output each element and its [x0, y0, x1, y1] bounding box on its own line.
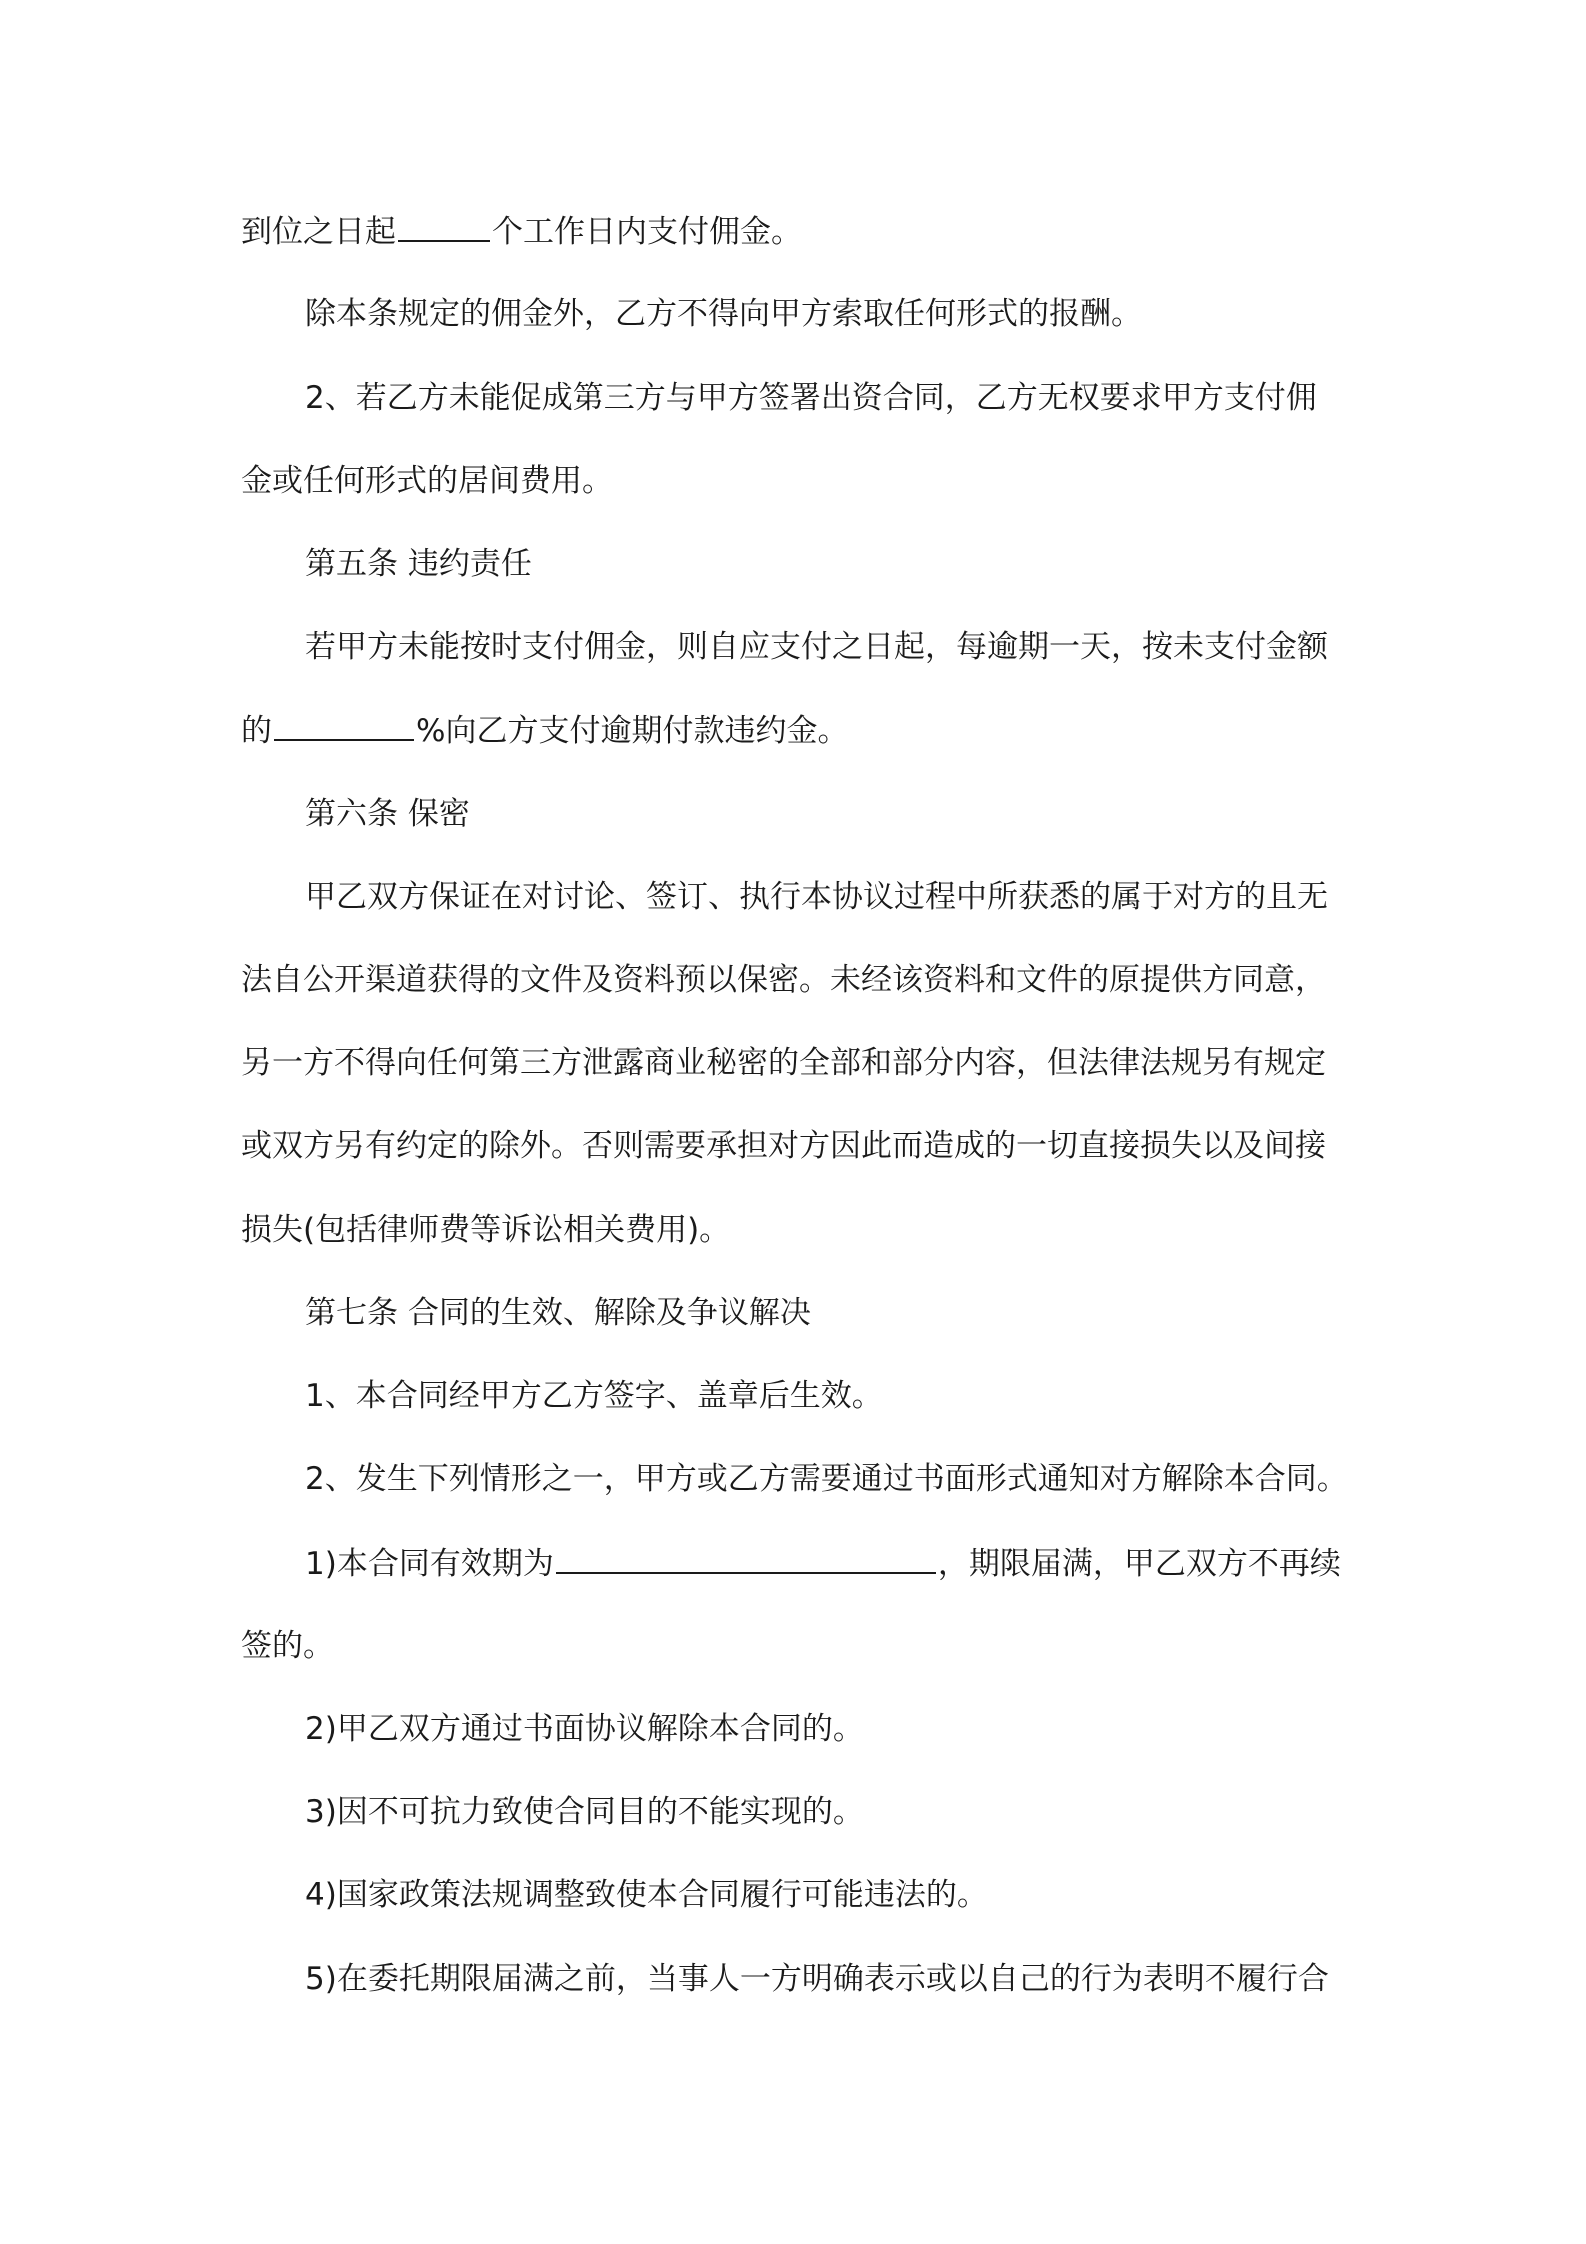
paragraph-line: 金或任何形式的居间费用。	[241, 463, 613, 499]
line-text: 个工作日内支付佣金。	[492, 214, 802, 250]
paragraph-line	[0, 206, 1586, 256]
fill-in-blank	[398, 206, 490, 242]
paragraph-line: 除本条规定的佣金外，乙方不得向甲方索取任何形式的报酬。	[305, 296, 1142, 332]
list-item: 4)国家政策法规调整致使本合同履行可能违法的。	[305, 1877, 988, 1913]
section-heading: 第七条 合同的生效、解除及争议解决	[305, 1295, 811, 1331]
section-heading: 第六条 保密	[305, 796, 470, 832]
paragraph-line: 法自公开渠道获得的文件及资料预以保密。未经该资料和文件的原提供方同意，	[241, 962, 1326, 998]
fill-in-blank	[274, 705, 414, 741]
paragraph-line	[0, 1538, 1586, 1588]
line-text: 1)本合同有效期为	[305, 1546, 554, 1582]
paragraph-line	[0, 705, 1586, 755]
line-text: %向乙方支付逾期付款违约金。	[416, 713, 849, 749]
paragraph-line: 另一方不得向任何第三方泄露商业秘密的全部和部分内容，但法律法规另有规定	[241, 1045, 1326, 1081]
paragraph-line: 或双方另有约定的除外。否则需要承担对方因此而造成的一切直接损失以及间接	[241, 1128, 1326, 1164]
paragraph-line: 1、本合同经甲方乙方签字、盖章后生效。	[305, 1378, 883, 1414]
line-text: 的	[241, 713, 272, 749]
paragraph-line: 2、发生下列情形之一，甲方或乙方需要通过书面形式通知对方解除本合同。	[305, 1461, 1348, 1497]
section-heading: 第五条 违约责任	[305, 546, 532, 582]
fill-in-blank	[556, 1538, 936, 1574]
paragraph-line: 签的。	[241, 1628, 334, 1664]
line-text: ，期限届满，甲乙双方不再续	[937, 1546, 1341, 1582]
list-item: 2)甲乙双方通过书面协议解除本合同的。	[305, 1711, 864, 1747]
paragraph-line: 2、若乙方未能促成第三方与甲方签署出资合同，乙方无权要求甲方支付佣	[305, 380, 1317, 416]
list-item: 3)因不可抗力致使合同目的不能实现的。	[305, 1794, 864, 1830]
paragraph-line: 甲乙双方保证在对讨论、签订、执行本协议过程中所获悉的属于对方的且无	[305, 879, 1328, 915]
line-text: 到位之日起	[241, 214, 396, 250]
paragraph-line: 若甲方未能按时支付佣金，则自应支付之日起，每逾期一天，按未支付金额	[305, 629, 1328, 665]
paragraph-line: 损失(包括律师费等诉讼相关费用)。	[241, 1212, 731, 1248]
list-item: 5)在委托期限届满之前，当事人一方明确表示或以自己的行为表明不履行合	[305, 1961, 1329, 1997]
